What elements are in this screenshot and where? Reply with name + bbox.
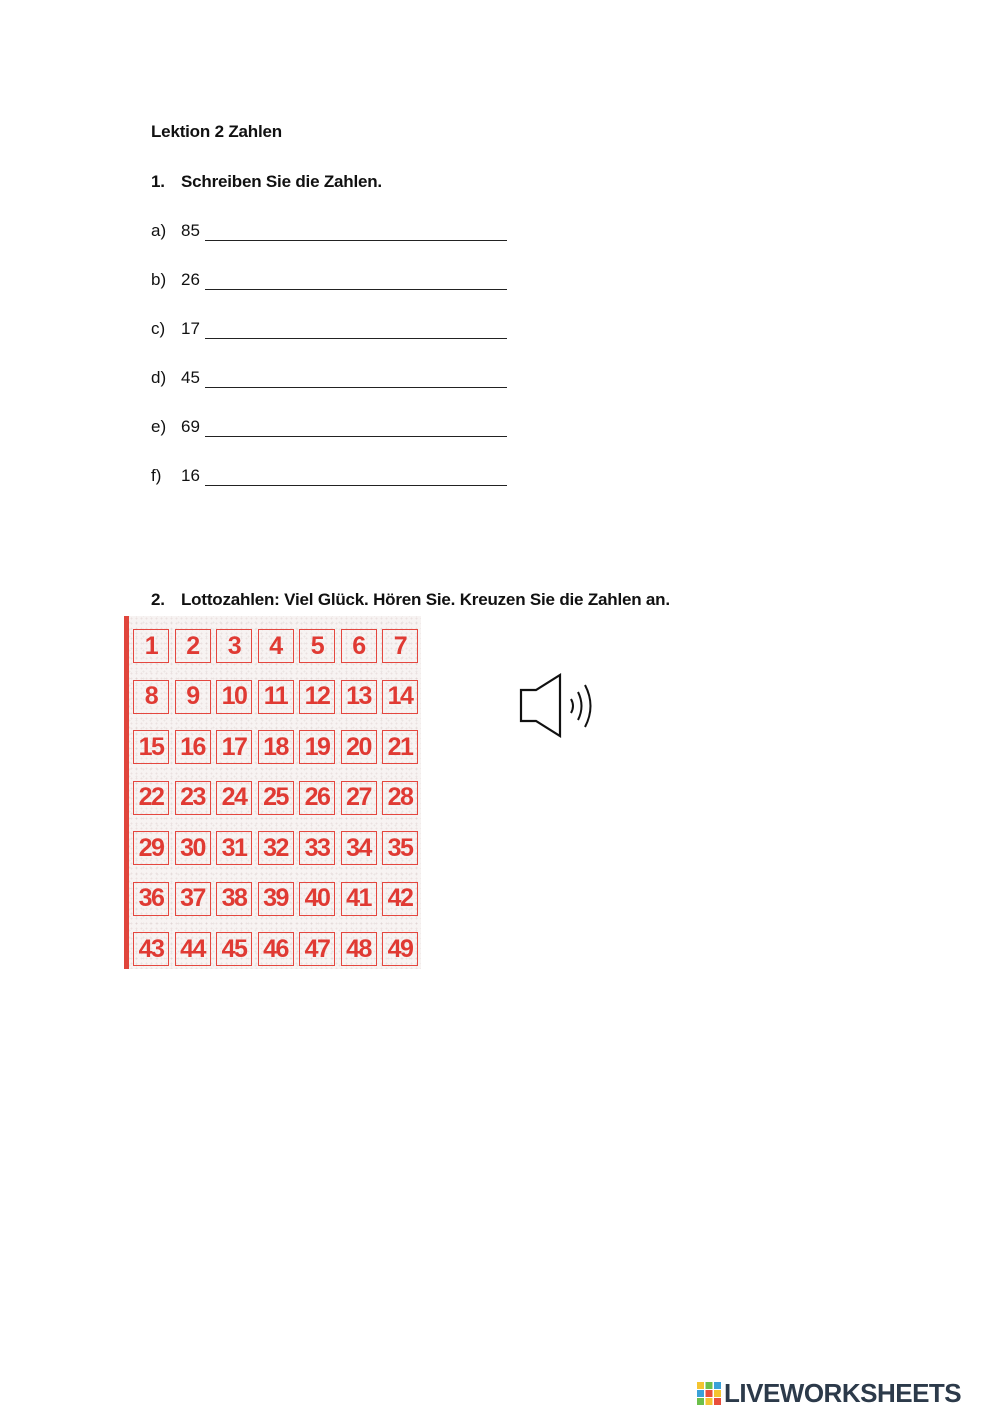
lotto-number-box[interactable]: 31: [216, 831, 252, 865]
answer-field[interactable]: [205, 467, 507, 486]
lotto-number-box[interactable]: 16: [175, 730, 211, 764]
lotto-number-box[interactable]: 21: [382, 730, 418, 764]
lotto-number-box[interactable]: 36: [133, 882, 169, 916]
exercise-item-number: 69: [181, 417, 200, 436]
exercise-item-letter: b): [151, 270, 167, 289]
lotto-number-box[interactable]: 15: [133, 730, 169, 764]
exercise-1-instruction: Schreiben Sie die Zahlen.: [181, 172, 382, 191]
exercise-item-number: 17: [181, 319, 200, 338]
lotto-number-box[interactable]: 29: [133, 831, 169, 865]
page-title: Lektion 2 Zahlen: [151, 122, 282, 141]
lotto-number-box[interactable]: 44: [175, 932, 211, 966]
answer-field[interactable]: [205, 418, 507, 437]
lotto-number-box[interactable]: 23: [175, 781, 211, 815]
lotto-number-grid: [133, 629, 418, 966]
liveworksheets-logo[interactable]: [696, 1378, 961, 1408]
lotto-number-box[interactable]: 28: [382, 781, 418, 815]
lotto-number-box[interactable]: 35: [382, 831, 418, 865]
lotto-number-box[interactable]: 17: [216, 730, 252, 764]
lotto-number-box[interactable]: 30: [175, 831, 211, 865]
lotto-number-box[interactable]: 49: [382, 932, 418, 966]
exercise-item-letter: d): [151, 368, 167, 387]
lotto-number-box[interactable]: 24: [216, 781, 252, 815]
exercise-1-heading: [151, 172, 382, 192]
lotto-number-box[interactable]: 14: [382, 680, 418, 714]
exercise-2-instruction: Lottozahlen: Viel Glück. Hören Sie. Kreuzen Sie die Zahlen an.: [181, 590, 670, 609]
lotto-number-box[interactable]: 37: [175, 882, 211, 916]
exercise-item: [151, 221, 507, 270]
exercise-2-heading: [151, 590, 670, 610]
lotto-number-box[interactable]: 34: [341, 831, 377, 865]
exercise-item-number: 26: [181, 270, 200, 289]
lotto-number-box[interactable]: 40: [299, 882, 335, 916]
exercise-1-number: 1.: [151, 172, 165, 191]
lotto-number-box[interactable]: 22: [133, 781, 169, 815]
lotto-number-box[interactable]: 7: [382, 629, 418, 663]
exercise-item: [151, 417, 507, 466]
lotto-number-box[interactable]: 25: [258, 781, 294, 815]
answer-field[interactable]: [205, 320, 507, 339]
speaker-icon[interactable]: [518, 672, 600, 742]
exercise-item: [151, 368, 507, 417]
lotto-number-box[interactable]: 10: [216, 680, 252, 714]
lotto-number-box[interactable]: 13: [341, 680, 377, 714]
answer-field[interactable]: [205, 369, 507, 388]
lotto-ticket: [124, 616, 421, 969]
lotto-number-box[interactable]: 43: [133, 932, 169, 966]
lotto-number-box[interactable]: 3: [216, 629, 252, 663]
lotto-number-box[interactable]: 26: [299, 781, 335, 815]
liveworksheets-brand: LIVEWORKSHEETS: [724, 1377, 962, 1408]
exercise-2-number: 2.: [151, 590, 165, 609]
lotto-number-box[interactable]: 47: [299, 932, 335, 966]
lotto-number-box[interactable]: 8: [133, 680, 169, 714]
answer-field[interactable]: [205, 271, 507, 290]
exercise-item: [151, 319, 507, 368]
lotto-number-box[interactable]: 39: [258, 882, 294, 916]
lotto-number-box[interactable]: 9: [175, 680, 211, 714]
lotto-number-box[interactable]: 1: [133, 629, 169, 663]
exercise-item-number: 16: [181, 466, 200, 485]
exercise-item-letter: e): [151, 417, 167, 436]
exercise-item-number: 85: [181, 221, 200, 240]
lotto-number-box[interactable]: 48: [341, 932, 377, 966]
lotto-number-box[interactable]: 46: [258, 932, 294, 966]
lotto-number-box[interactable]: 2: [175, 629, 211, 663]
lotto-number-box[interactable]: 19: [299, 730, 335, 764]
lotto-number-box[interactable]: 45: [216, 932, 252, 966]
exercise-item-letter: f): [151, 466, 162, 485]
exercise-1-list: [151, 221, 507, 515]
lotto-number-box[interactable]: 32: [258, 831, 294, 865]
exercise-item-letter: c): [151, 319, 166, 338]
exercise-item: [151, 270, 507, 319]
lotto-number-box[interactable]: 41: [341, 882, 377, 916]
exercise-item-number: 45: [181, 368, 200, 387]
lotto-ticket-edge: [124, 616, 129, 969]
lotto-number-box[interactable]: 38: [216, 882, 252, 916]
lotto-number-box[interactable]: 6: [341, 629, 377, 663]
lotto-number-box[interactable]: 42: [382, 882, 418, 916]
lotto-number-box[interactable]: 5: [299, 629, 335, 663]
liveworksheets-logo-icon: [696, 1380, 722, 1406]
lotto-number-box[interactable]: 11: [258, 680, 294, 714]
lotto-number-box[interactable]: 27: [341, 781, 377, 815]
lotto-number-box[interactable]: 20: [341, 730, 377, 764]
answer-field[interactable]: [205, 222, 507, 241]
exercise-item: [151, 466, 507, 515]
exercise-item-letter: a): [151, 221, 167, 240]
lotto-number-box[interactable]: 33: [299, 831, 335, 865]
lotto-number-box[interactable]: 4: [258, 629, 294, 663]
lotto-number-box[interactable]: 12: [299, 680, 335, 714]
lotto-number-box[interactable]: 18: [258, 730, 294, 764]
